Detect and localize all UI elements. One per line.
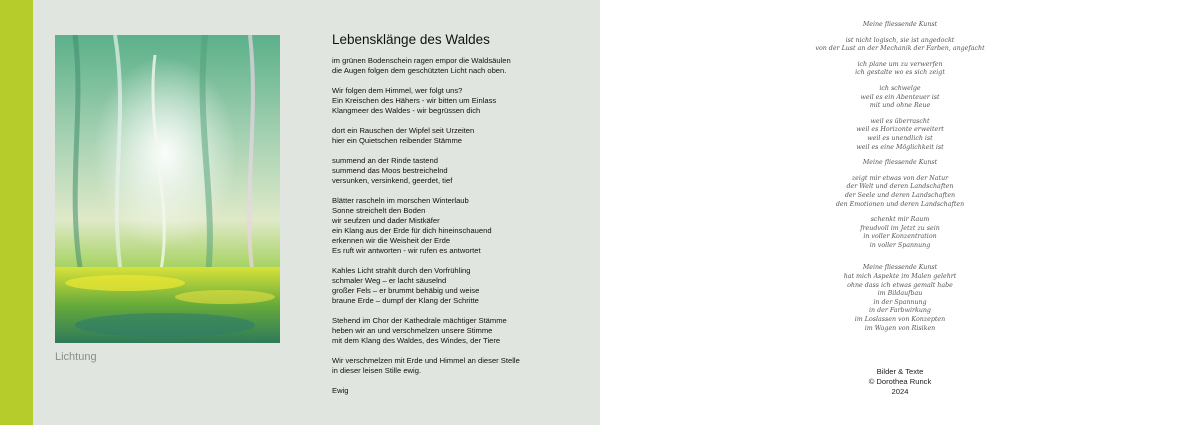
- poem-stanza: [332, 356, 592, 376]
- poem-line: Kahles Licht strahlt durch den Vorfrühling: [332, 266, 471, 275]
- accent-stripe: [0, 0, 33, 425]
- manifest-stanza: [750, 175, 1050, 209]
- manifest-line: mit und ohne Reue: [869, 102, 931, 110]
- poem-title: Lebensklänge des Waldes: [332, 32, 490, 47]
- manifest-line: im Wagen von Risiken: [864, 324, 936, 332]
- poem-line: erkennen wir die Weisheit der Erde: [332, 236, 451, 245]
- manifest-line: hat mich Aspekte im Malen gelehrt: [843, 273, 957, 281]
- manifest-line: weil es unendlich ist: [867, 134, 933, 142]
- manifest-line: weil es Horizonte erweitert: [856, 126, 944, 134]
- manifest-line: ist nicht logisch, sie ist angedockt: [845, 36, 955, 44]
- manifest-line: der Welt und deren Landschaften: [846, 183, 954, 191]
- manifest-line: in voller Spannung: [869, 241, 931, 249]
- poem-line: summend an der Rinde tastend: [332, 156, 438, 165]
- credits-year: 2024: [891, 387, 909, 396]
- poem-line: Klangmeer des Waldes - wir begrüssen dich: [332, 106, 481, 115]
- credits-title: Bilder & Texte: [876, 367, 924, 376]
- copyright-notice: © Dorothea Runck: [868, 377, 932, 386]
- manifest-stanza: [750, 159, 1050, 168]
- manifest-line: weil es überrascht: [870, 117, 930, 125]
- poem-line: großer Fels – er brummt behäbig und weise: [332, 286, 480, 295]
- manifest-line: ich plane um zu verwerfen: [857, 60, 943, 68]
- poem-line: die Augen folgen dem geschützten Licht nach oben.: [332, 66, 507, 75]
- manifest-line: freudvoll im Jetzt zu sein: [860, 224, 940, 232]
- poem-line: Blätter rascheln im morschen Winterlaub: [332, 196, 469, 205]
- manifest-heading: Meine fliessende Kunst: [862, 159, 938, 167]
- poem-line: dort ein Rauschen der Wipfel seit Urzeiten: [332, 126, 475, 135]
- manifest-line: im Bildaufbau: [877, 290, 923, 298]
- poem: [332, 32, 592, 406]
- poem-line: mit dem Klang des Waldes, des Windes, der Tiere: [332, 336, 501, 345]
- manifest-line: ich gestalte wo es sich zeigt: [855, 69, 945, 77]
- poem-line: Ewig: [332, 386, 349, 395]
- manifest-stanza: [750, 21, 1050, 30]
- manifest-line: von der Lust an der Mechanik der Farben, angefacht: [815, 45, 985, 53]
- poem-line: heben wir an und verschmelzen unsere Stimme: [332, 326, 493, 335]
- poem-line: Sonne streichelt den Boden: [332, 206, 426, 215]
- manifest-line: ich schwelge: [879, 84, 921, 92]
- manifest-line: in voller Konzentration: [863, 233, 937, 241]
- manifest-stanza: [750, 61, 1050, 78]
- poem-line: Ein Kreischen des Hähers - wir bitten um Einlass: [332, 96, 497, 105]
- manifest-line: ohne dass ich etwas gemalt habe: [847, 281, 953, 289]
- poem-stanza: [332, 56, 592, 76]
- poem-line: wir seufzen und dader Mistkäfer: [332, 216, 440, 225]
- manifest-line: schenkt mir Raum: [870, 216, 930, 224]
- poem-body: [332, 56, 592, 396]
- manifest-heading: Meine fliessende Kunst: [862, 21, 938, 28]
- poem-stanza: [332, 156, 592, 186]
- manifest-line: weil es ein Abenteuer ist: [860, 93, 940, 101]
- manifest-line: den Emotionen und deren Landschaften: [835, 200, 965, 208]
- manifest-line: zeigt mir etwas von der Natur: [851, 174, 949, 182]
- artwork-caption: Lichtung: [55, 351, 97, 363]
- poem-line: in dieser leisen Stille ewig.: [332, 366, 422, 375]
- manifest-stanza: [750, 118, 1050, 152]
- credits: [800, 367, 1000, 397]
- poem-line: hier ein Quietschen reibender Stämme: [332, 136, 463, 145]
- artwork-image: [55, 35, 280, 343]
- poem-line: Wir verschmelzen mit Erde und Himmel an dieser Stelle: [332, 356, 520, 365]
- right-page: [600, 0, 1200, 425]
- poem-line: im grünen Bodenschein ragen empor die Waldsäulen: [332, 56, 511, 65]
- poem-line: ein Klang aus der Erde für dich hineinschauend: [332, 226, 492, 235]
- poem-stanza: [332, 386, 592, 396]
- poem-stanza: [332, 316, 592, 346]
- manifest-stanza: [750, 37, 1050, 54]
- manifest-line: der Seele und deren Landschaften: [844, 191, 956, 199]
- manifest-stanza: [750, 85, 1050, 111]
- poem-line: summend das Moos bestreichelnd: [332, 166, 448, 175]
- poem-line: Es ruft wir antworten - wir rufen es antwortet: [332, 246, 481, 255]
- manifest-line: im Loslassen von Konzepten: [854, 316, 946, 324]
- poem-line: Stehend im Chor der Kathedrale mächtiger Stämme: [332, 316, 507, 325]
- poem-line: versunken, versinkend, geerdet, tief: [332, 176, 453, 185]
- manifest-line: in der Farbwirkung: [869, 307, 931, 315]
- poem-stanza: [332, 196, 592, 256]
- manifest-heading: Meine fliessende Kunst: [862, 264, 938, 272]
- manifest-stanza: [750, 216, 1050, 250]
- manifest-text: [750, 21, 1050, 340]
- manifest-line: in der Spannung: [873, 298, 927, 306]
- poem-line: braune Erde – dumpf der Klang der Schritte: [332, 296, 479, 305]
- poem-stanza: [332, 86, 592, 116]
- poem-stanza: [332, 126, 592, 146]
- poem-line: schmaler Weg – er lacht säuselnd: [332, 276, 447, 285]
- manifest-line: weil es eine Möglichkeit ist: [856, 143, 944, 151]
- manifest-stanza: [750, 264, 1050, 333]
- poem-stanza: [332, 266, 592, 306]
- poem-line: Wir folgen dem Himmel, wer folgt uns?: [332, 86, 463, 95]
